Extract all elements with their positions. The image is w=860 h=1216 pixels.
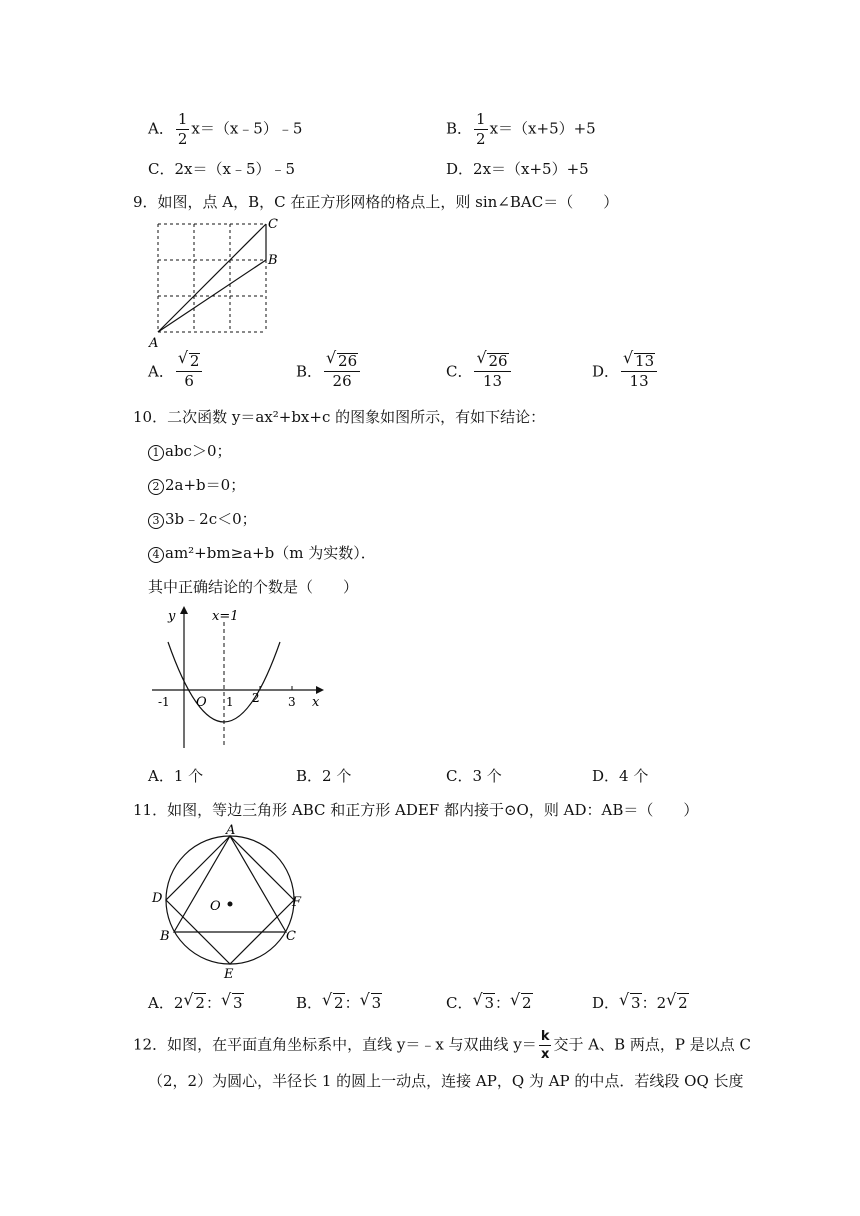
tick-label-2: 2: [252, 691, 260, 705]
x-equals-1-label: x=1: [212, 609, 239, 624]
q9-grid-figure: [146, 214, 286, 350]
q10-option-a: A．1 个: [148, 767, 204, 785]
tick-label-3: 3: [288, 695, 296, 709]
q10-conclusion-3: 3 3b﹣2c＜0；: [148, 508, 257, 529]
q8-option-d: D．2x＝（x+5）+5: [446, 160, 589, 178]
q10-parabola-figure: [148, 602, 328, 754]
fraction: $\frac{1}{2}$: [476, 110, 486, 148]
x-label: x: [312, 695, 320, 710]
origin-label: O: [196, 695, 207, 710]
fraction: $\frac{1}{2}$: [177, 110, 188, 148]
q11-option-b: B． √ 2： √ 3: [296, 990, 382, 1012]
q10-option-d: D．4 个: [592, 767, 649, 785]
q10-question: 其中正确结论的个数是（ ）: [148, 578, 359, 596]
point-d-label: D: [152, 891, 163, 906]
point-b-label: B: [268, 253, 278, 268]
point-a-label: A: [226, 824, 236, 838]
q8-option-a: [148, 112, 302, 147]
option-label: A．: [148, 119, 174, 138]
q12-line-2: （2，2）为圆心，半径长 1 的圆上一动点，连接 AP，Q 为 AP 的中点．若线段 OQ 长度: [148, 1072, 744, 1090]
q11-circle-figure: [146, 824, 316, 984]
q9-option-d: D． √ 13 13: [592, 353, 659, 389]
circle-o: [166, 836, 294, 964]
q11-option-c: C． √ 3： √ 2: [446, 990, 532, 1012]
square-adef: [166, 836, 294, 964]
point-e-label: E: [224, 967, 234, 982]
q10-conclusion-1: 1 abc＞0；: [148, 440, 232, 461]
option-text: x＝（x﹣5）﹣5: [191, 119, 303, 138]
q10-conclusion-2: 2 2a+b＝0；: [148, 474, 245, 495]
q9-stem: 9．如图，点 A，B，C 在正方形网格的格点上，则 sin∠BAC＝（ ）: [133, 193, 619, 211]
q10-conclusion-4: 4 am²+bm≥a+b（m 为实数）．: [148, 542, 376, 563]
point-a-label: A: [149, 336, 159, 350]
q10-stem: 10．二次函数 y＝ax²+bx+c 的图象如图所示，有如下结论：: [133, 408, 546, 426]
point-o-label: O: [210, 899, 221, 914]
option-text: x＝（x+5）+5: [489, 119, 596, 138]
point-c-label: C: [268, 217, 278, 232]
q11-stem: 11．如图，等边三角形 ABC 和正方形 ADEF 都内接于⊙O，则 AD：AB＝（ ）: [133, 801, 699, 819]
triangle-abc: [174, 836, 286, 932]
q12-line-1: 12．如图，在平面直角坐标系中，直线 y＝﹣x 与双曲线 y＝ $\frac{k}{x}$ 交于 A、B 两点，P 是以点 C: [133, 1029, 751, 1062]
q10-option-b: B．2 个: [296, 767, 352, 785]
q9-option-b: B． √ 26 26: [296, 353, 362, 389]
q10-option-c: C．3 个: [446, 767, 502, 785]
y-label: y: [168, 609, 176, 624]
q11-option-a: A．2 √ 2： √ 3: [148, 990, 243, 1012]
tick-label-neg1: -1: [158, 695, 170, 709]
option-label: B．: [446, 119, 473, 138]
point-f-label: F: [292, 895, 302, 910]
q8-option-c: C．2x＝（x﹣5）﹣5: [148, 160, 296, 178]
point-c-label: C: [286, 929, 296, 944]
center-point: [228, 902, 233, 907]
q8-option-b: [446, 112, 596, 147]
q9-option-a: A． √ 2 6: [148, 353, 204, 389]
y-axis-arrow-icon: [180, 606, 188, 614]
x-axis-arrow-icon: [316, 686, 324, 694]
q11-option-d: D． √ 3：2 √ 2: [592, 990, 688, 1012]
tick-label-1: 1: [226, 695, 234, 709]
point-b-label: B: [160, 929, 170, 944]
q9-option-c: C． √ 26 13: [446, 353, 513, 389]
